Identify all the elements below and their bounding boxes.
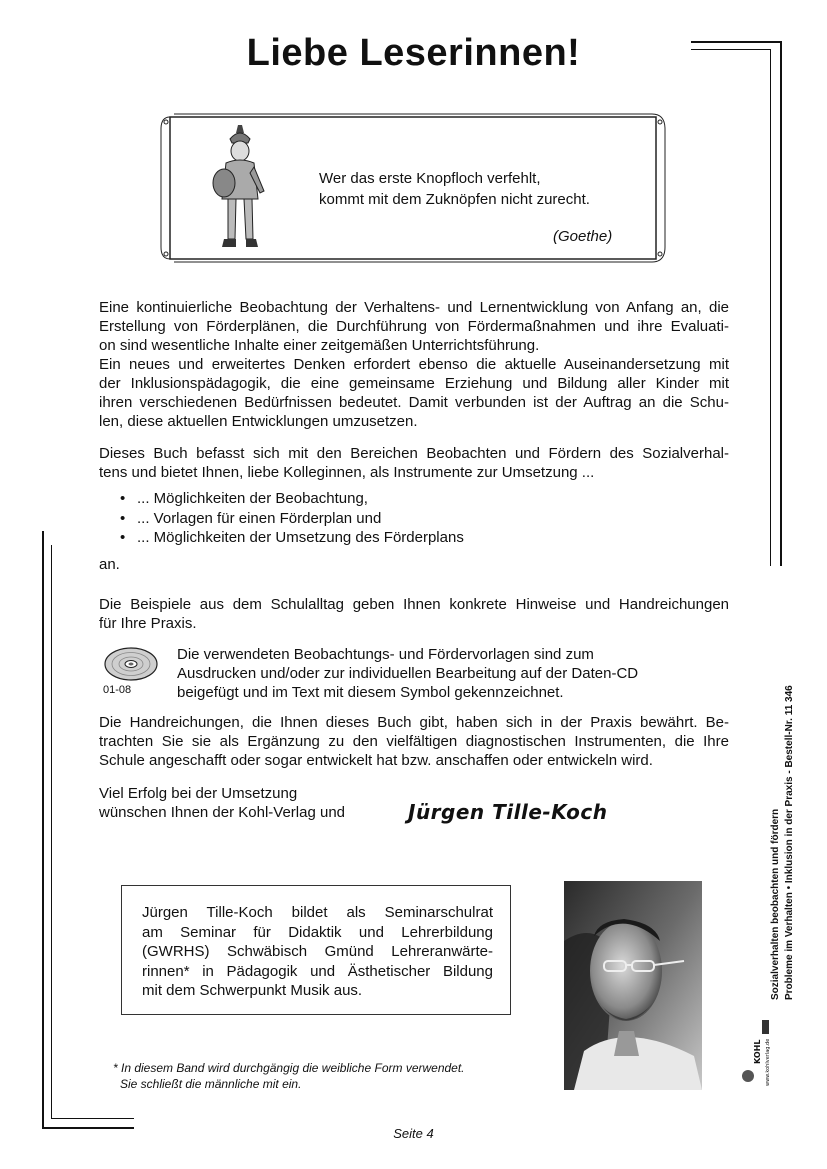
page-number: Seite 4: [393, 1126, 434, 1141]
quote-line-1: Wer das erste Knopfloch verfehlt,: [319, 170, 541, 187]
boy-with-bag-illustration: [210, 121, 270, 253]
list-closing-text: an.: [99, 556, 120, 573]
text-line: Erstellung von Förderplänen, die Durchführung von Fördermaßnahmen und ihre Evaluati-: [99, 318, 729, 335]
text-line: Jürgen Tille-Koch bildet als Seminarschulrat: [142, 904, 493, 921]
text-line: * In diesem Band wird durchgängig die weibliche Form verwendet.: [113, 1061, 465, 1075]
text-line: beigefügt und im Text mit diesem Symbol gekennzeichnet.: [177, 684, 564, 701]
text-line: Schule angeschafft oder sogar entwickelt hat bzw. anschaffen oder entwickeln wird.: [99, 752, 653, 769]
text-line: Sie schließt die männliche mit ein.: [120, 1077, 302, 1091]
text-line: Die Handreichungen, die Ihnen dieses Buch gibt, haben sich in der Praxis bewährt. Be-: [99, 714, 729, 731]
text-line: Ein neues und erweitertes Denken erfordert ebenso die aktuelle Auseinandersetzung mit: [99, 356, 729, 373]
cd-block: [103, 645, 159, 696]
text-line: trachten Sie sie als Ergänzung zu den vielfältigen diagnostischen Instrumenten, die Ihre: [99, 733, 729, 750]
text-line: mit dem Schwerpunkt Musik aus.: [142, 982, 363, 999]
list-item: • ... Vorlagen für einen Förderplan und: [120, 509, 464, 529]
text-line: am Seminar für Didaktik und Lehrerbildung: [142, 923, 493, 941]
publisher-name: KOHL: [753, 1039, 762, 1064]
book-scope-paragraph: [99, 444, 729, 482]
text-line: der Inklusionspädagogik, die eine gemeinsame Erziehung und Bildung aller Kinder mit: [99, 375, 729, 392]
text-line: len, diese aktuellen Entwicklungen umzusetzen.: [99, 413, 418, 430]
author-bio-box: [121, 885, 511, 1015]
text-line: Eine kontinuierliche Beobachtung der Verhaltens- und Lernentwicklung von Anfang an, die: [99, 299, 729, 316]
frame-left-vertical-inner: [51, 545, 52, 1119]
text-line: ihren verschiedenen Bedürfnissen bedeutet. Damit verbunden ist der Auftrag an die Schu-: [99, 394, 729, 411]
list-item: • ... Möglichkeiten der Beobachtung,: [120, 489, 464, 509]
instrument-list: [120, 489, 464, 548]
text-line: Ausdrucken und/oder zur individuellen Bearbeitung auf der Daten-CD: [177, 665, 639, 682]
cd-description: [177, 645, 638, 702]
side-title-line-2: Probleme im Verhalten • Inklusion in der Praxis - Bestell-Nr. 11 346: [784, 685, 795, 1000]
kohl-verlag-logo: [740, 1018, 770, 1093]
frame-right-vertical-outer: [780, 41, 782, 566]
side-title-line-1: Sozialverhalten beobachten und fördern: [770, 808, 781, 1000]
frame-bottom-left-line-inner: [51, 1118, 134, 1119]
quote-box: [160, 113, 666, 263]
closing-greeting: [99, 784, 345, 822]
frame-left-vertical-outer: [42, 531, 44, 1129]
text-line: Viel Erfolg bei der Umsetzung: [99, 785, 298, 802]
quote-line-2: kommt mit dem Zuknöpfen nicht zurecht.: [319, 191, 590, 208]
text-line: tens und bietet Ihnen, liebe Kolleginnen, als Instrumente zur Umsetzung ...: [99, 464, 595, 481]
cd-icon: [103, 645, 159, 683]
author-bio-text: [142, 903, 493, 1001]
text-line: für Ihre Praxis.: [99, 615, 197, 632]
publisher-website: www.kohlverlag.de: [765, 1038, 771, 1086]
text-line: Die verwendeten Beobachtungs- und Fördervorlagen sind zum: [177, 646, 594, 663]
intro-paragraph: [99, 298, 729, 431]
author-signature: Jürgen Tille-Koch: [408, 800, 608, 824]
text-line: (GWRHS) Schwäbisch Gmünd Lehreranwärte-: [142, 943, 493, 960]
frame-right-vertical-inner: [770, 49, 771, 566]
quote-text: [319, 168, 590, 210]
quote-author: (Goethe): [553, 228, 613, 245]
text-line: Dieses Buch befasst sich mit den Bereichen Beobachten und Fördern des Sozialverhal-: [99, 445, 729, 462]
text-line: wünschen Ihnen der Kohl-Verlag und: [99, 804, 346, 821]
examples-paragraph: [99, 595, 729, 633]
cd-track-label: 01-08: [103, 684, 132, 696]
page-title: Liebe Leserinnen!: [246, 32, 581, 74]
text-line: rinnen* in Pädagogik und Ästhetischer Bildung: [142, 962, 493, 980]
footnote: [113, 1060, 465, 1092]
author-portrait-photo: [564, 881, 702, 1090]
list-item: • ... Möglichkeiten der Umsetzung des Förderplans: [120, 528, 464, 548]
practice-paragraph: [99, 713, 729, 770]
text-line: Die Beispiele aus dem Schulalltag geben Ihnen konkrete Hinweise und Handreichungen: [99, 596, 729, 613]
text-line: on sind wesentliche Inhalte einer zeitgemäßen Unterrichtsführung.: [99, 337, 540, 354]
